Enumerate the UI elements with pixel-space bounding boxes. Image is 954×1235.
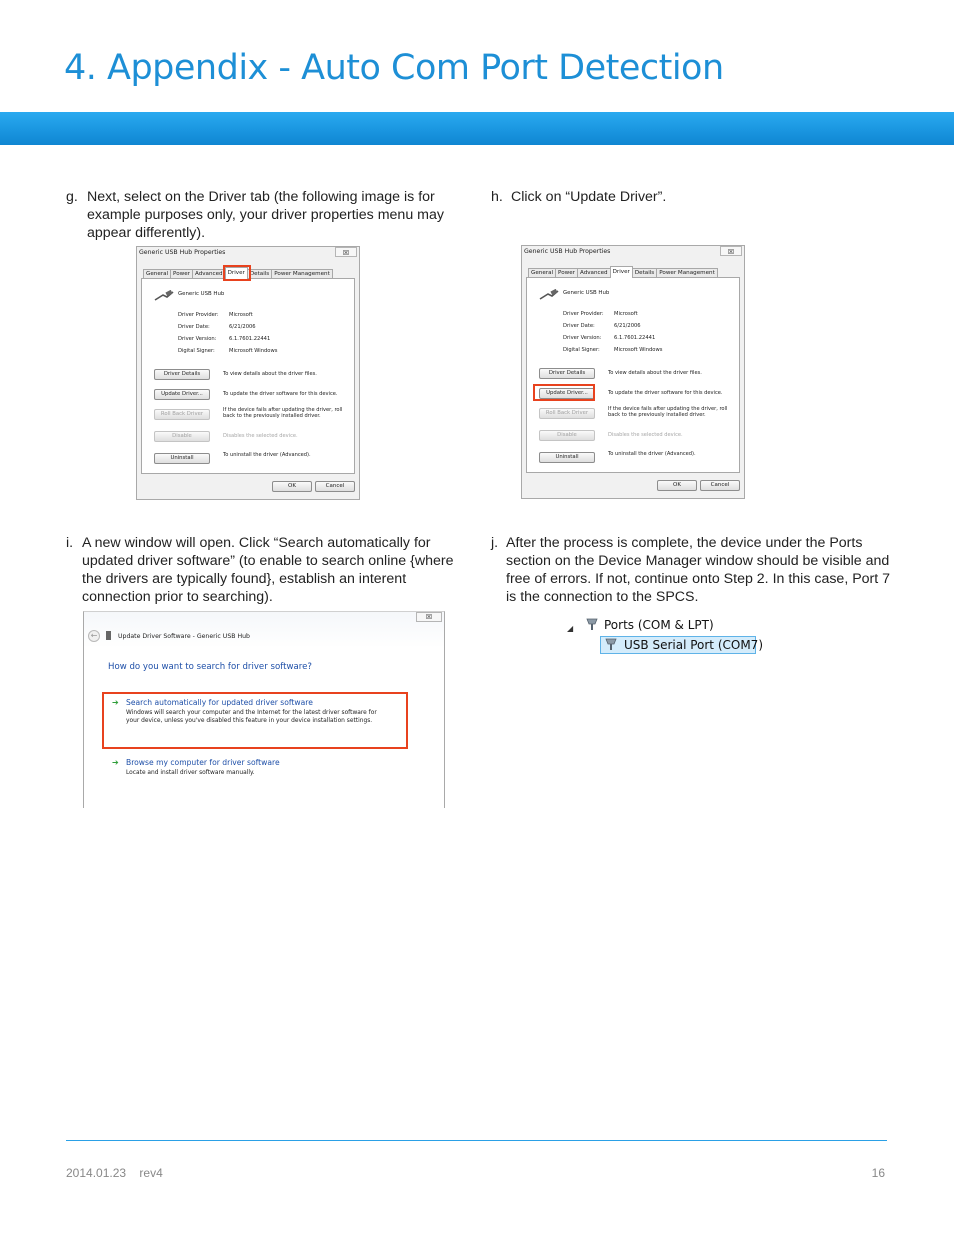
step-letter: h.	[491, 189, 503, 205]
device-name: Generic USB Hub	[563, 290, 610, 296]
close-icon[interactable]: ☒	[335, 247, 357, 257]
properties-dialog-driver-tab	[136, 246, 360, 500]
device-name: Generic USB Hub	[178, 291, 225, 297]
step-letter: g.	[66, 189, 78, 205]
tab-strip	[528, 266, 717, 277]
driver-panel: Generic USB Hub Driver Provider: Microsoft Driver Date: 6/21/2006 Driver Version: 6.1.7601.22441 Digital Signer: Microsoft Windows Driver Details To view details about the driver files. Update Driver... To update the driver software for this device. Roll Back Driver If the device fails after updating the driver, roll back to the previously installed driver. Disable Disables the selected device. Uninstall To uninstall the driver (Advanced).	[526, 277, 740, 473]
action-description: Disables the selected device.	[223, 433, 298, 439]
step-text: Next, select on the Driver tab (the following image is for example purposes only, your driver properties menu may appear differently).	[87, 189, 444, 241]
update-driver-button[interactable]: Update Driver...	[539, 388, 595, 399]
disable-button[interactable]: Disable	[154, 431, 210, 442]
step-j	[491, 534, 891, 606]
page-title: 4. Appendix - Auto Com Port Detection	[64, 48, 724, 88]
dialog-title: Generic USB Hub Properties	[524, 248, 611, 255]
step-text: After the process is complete, the device under the Ports section on the Device Manager window should be visible and free of errors. If not, continue onto Step 2. In this case, Port 7 is the connection to the SPCS.	[506, 535, 891, 605]
header-bar	[0, 112, 954, 145]
properties-dialog-update-driver	[521, 245, 745, 499]
action-description: To update the driver software for this device.	[223, 391, 338, 397]
roll-back-driver-button[interactable]: Roll Back Driver	[539, 408, 595, 419]
back-arrow-icon[interactable]: ←	[88, 630, 100, 642]
highlight-search-automatically	[102, 692, 408, 749]
footer-date: 2014.01.23	[66, 1166, 127, 1180]
tab-details[interactable]: Details	[247, 269, 272, 279]
tab-advanced[interactable]: Advanced	[577, 268, 611, 278]
step-text: A new window will open. Click “Search automatically for updated driver software” (to enable to search online {where the drivers are typically found}, establish an interent connection prior to searching).	[82, 535, 454, 605]
tab-power[interactable]: Power	[170, 269, 193, 279]
action-description: To uninstall the driver (Advanced).	[608, 451, 696, 457]
tab-power-management[interactable]: Power Management	[656, 268, 718, 278]
uninstall-button[interactable]: Uninstall	[154, 453, 210, 464]
tab-strip	[143, 267, 332, 278]
tab-power-management[interactable]: Power Management	[271, 269, 333, 279]
wizard-question: How do you want to search for driver software?	[108, 662, 312, 672]
cancel-button[interactable]: Cancel	[700, 480, 740, 491]
green-arrow-icon: ➔	[112, 698, 119, 707]
option-description: Locate and install driver software manually.	[126, 770, 255, 776]
port-connector-icon	[604, 637, 618, 651]
page-number: 16	[871, 1166, 885, 1180]
usb-serial-port-label[interactable]: USB Serial Port (COM7)	[624, 638, 763, 652]
close-icon[interactable]: ☒	[720, 246, 742, 256]
update-driver-wizard	[83, 611, 445, 808]
driver-details-button[interactable]: Driver Details	[154, 369, 210, 380]
ok-button[interactable]: OK	[657, 480, 697, 491]
action-description: To uninstall the driver (Advanced).	[223, 452, 311, 458]
driver-panel: Generic USB Hub Driver Provider: Microsoft Driver Date: 6/21/2006 Driver Version: 6.1.7601.22441 Digital Signer: Microsoft Windows Driver Details To view details about the driver files. Update Driver... To update the driver software for this device. Roll Back Driver If the device fails after updating the driver, roll back to the previously installed driver. Disable Disables the selected device. Uninstall To uninstall the driver (Advanced).	[141, 278, 355, 474]
port-connector-icon	[585, 617, 599, 631]
action-description: Disables the selected device.	[608, 432, 683, 438]
action-description: To update the driver software for this device.	[608, 390, 723, 396]
uninstall-button[interactable]: Uninstall	[539, 452, 595, 463]
tab-driver[interactable]: Driver	[610, 266, 633, 278]
cancel-button[interactable]: Cancel	[315, 481, 355, 492]
step-h	[491, 188, 891, 206]
tab-general[interactable]: General	[528, 268, 556, 278]
device-icon	[106, 631, 111, 640]
footer-rule	[66, 1140, 887, 1141]
driver-details-button[interactable]: Driver Details	[539, 368, 595, 379]
action-description: To view details about the driver files.	[608, 370, 702, 376]
step-letter: j.	[491, 535, 499, 551]
step-letter: i.	[66, 535, 74, 551]
expand-triangle-icon[interactable]: ◢	[567, 624, 574, 633]
green-arrow-icon: ➔	[112, 758, 119, 767]
wizard-title-bar	[84, 612, 444, 648]
action-description: To view details about the driver files.	[223, 371, 317, 377]
usb-plug-icon	[154, 290, 174, 302]
footer-meta	[66, 1166, 163, 1180]
roll-back-driver-button[interactable]: Roll Back Driver	[154, 409, 210, 420]
disable-button[interactable]: Disable	[539, 430, 595, 441]
tab-driver[interactable]: Driver	[225, 267, 248, 279]
close-icon[interactable]: ☒	[416, 612, 442, 622]
action-description: If the device fails after updating the driver, roll back to the previously installed driver.	[223, 407, 343, 419]
dialog-title: Generic USB Hub Properties	[139, 249, 226, 256]
step-g	[66, 188, 466, 242]
ports-category-label[interactable]: Ports (COM & LPT)	[604, 618, 714, 632]
tab-power[interactable]: Power	[555, 268, 578, 278]
wizard-title: Update Driver Software - Generic USB Hub	[118, 633, 250, 640]
action-description: If the device fails after updating the driver, roll back to the previously installed driver.	[608, 406, 728, 418]
footer-revision: rev4	[139, 1166, 163, 1180]
tab-general[interactable]: General	[143, 269, 171, 279]
ok-button[interactable]: OK	[272, 481, 312, 492]
usb-plug-icon	[539, 289, 559, 301]
option-title[interactable]: Browse my computer for driver software	[126, 758, 280, 767]
step-i	[66, 534, 462, 606]
tab-details[interactable]: Details	[632, 268, 657, 278]
option-description: Windows will search your computer and the Internet for the latest driver software for your device, unless you've disabled this feature in your device installation settings.	[126, 710, 377, 724]
step-text: Click on “Update Driver”.	[511, 189, 667, 205]
option-title[interactable]: Search automatically for updated driver software	[126, 698, 313, 707]
tab-advanced[interactable]: Advanced	[192, 269, 226, 279]
update-driver-button[interactable]: Update Driver...	[154, 389, 210, 400]
